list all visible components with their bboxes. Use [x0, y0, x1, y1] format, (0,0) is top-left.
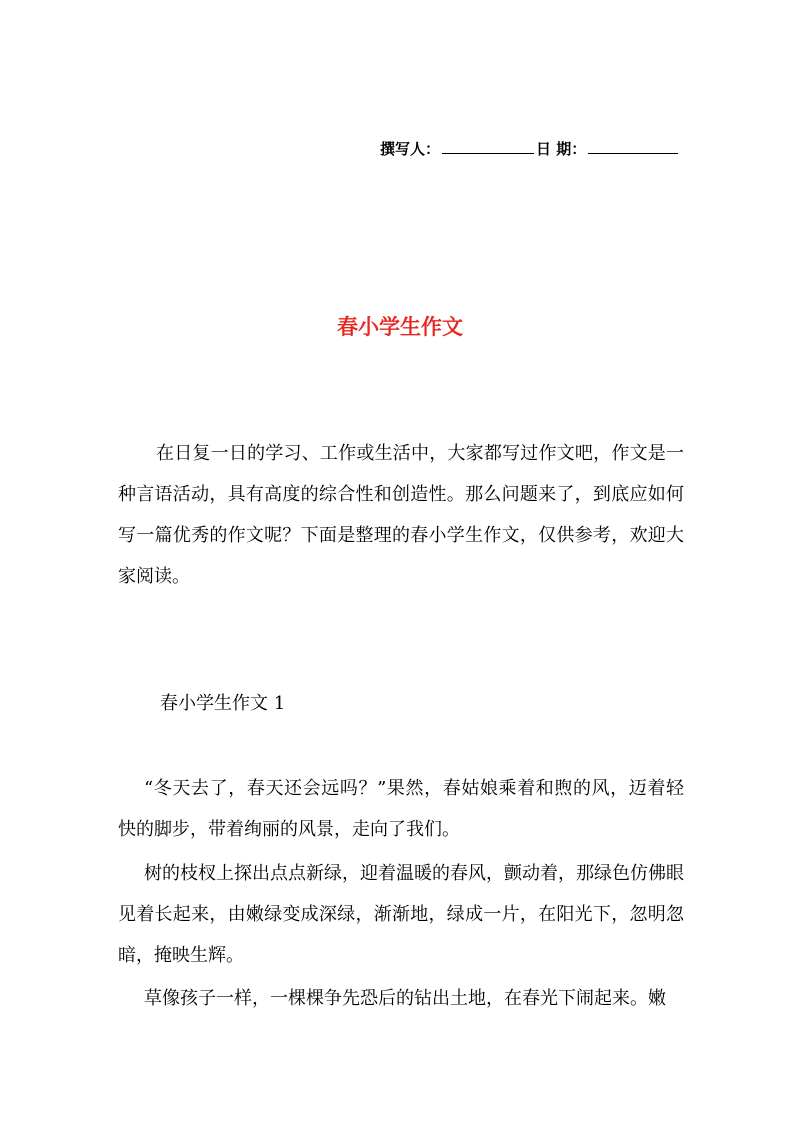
- document-title: 春小学生作文: [337, 315, 463, 339]
- paragraph-1: “冬天去了，春天还会远吗？”果然，春姑娘乘着和煦的风，迈着轻快的脚步，带着绚丽的风景，走向了我们。: [118, 778, 684, 840]
- paragraph-3: 草像孩子一样，一棵棵争先恐后的钻出土地，在春光下闹起来。嫩: [144, 988, 666, 1009]
- author-blank: [442, 139, 534, 154]
- header-signature-line: [380, 138, 700, 160]
- section-title: 春小学生作文 1: [160, 693, 286, 714]
- date-blank: [588, 139, 678, 154]
- intro-paragraph: 在日复一日的学习、工作或生活中，大家都写过作文吧，作文是一种言语活动，具有高度的综合性和创造性。那么问题来了，到底应如何写一篇优秀的作文呢？下面是整理的春小学生作文，仅供参考，欢迎大家阅读。: [118, 443, 684, 587]
- author-label: 撰写人：: [380, 140, 441, 158]
- paragraph-2: 树的枝杈上探出点点新绿，迎着温暖的春风，颤动着，那绿色仿佛眼见着长起来，由嫩绿变成深绿，渐渐地，绿成一片，在阳光下，忽明忽暗，掩映生辉。: [118, 863, 684, 966]
- date-label: 日 期：: [536, 140, 587, 158]
